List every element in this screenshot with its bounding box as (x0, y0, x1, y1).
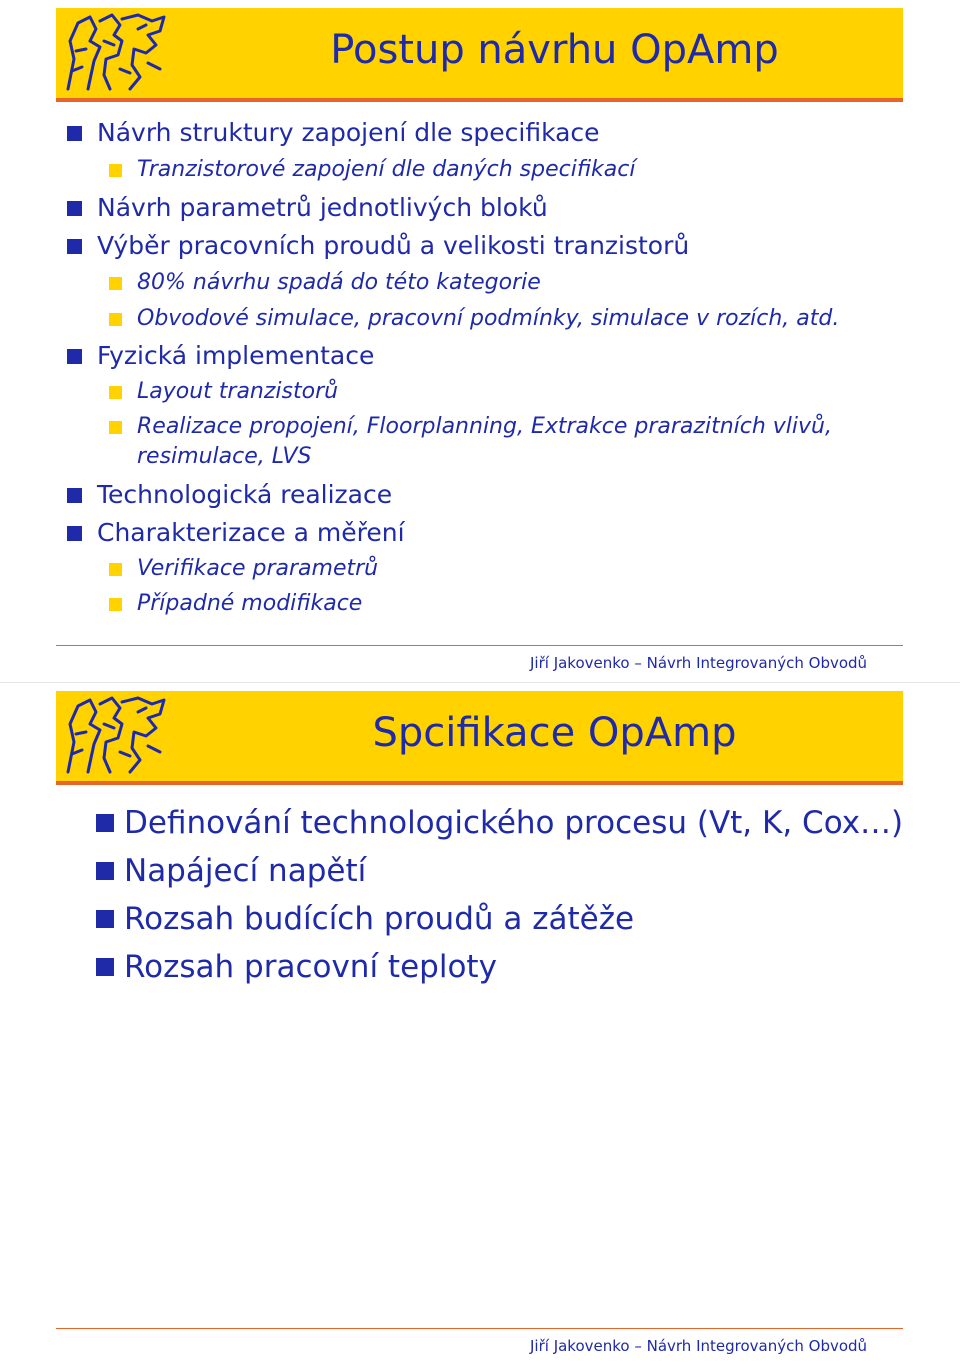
list-item: Rozsah pracovní teploty (124, 947, 497, 987)
bullet-square-icon (109, 164, 122, 177)
footer-divider (56, 1328, 903, 1329)
bullet-square-icon (67, 526, 82, 541)
footer-divider (56, 645, 903, 646)
list-item: Rozsah budících proudů a zátěže (124, 899, 634, 939)
list-item: Případné modifikace (137, 590, 362, 618)
list-item: Obvodové simulace, pracovní podmínky, simulace v rozích, atd. (137, 305, 839, 333)
bullet-square-icon (67, 126, 82, 141)
bullet-square-icon (109, 313, 122, 326)
bullet-square-icon (109, 563, 122, 576)
bullet-square-icon (96, 814, 114, 832)
list-item: Návrh struktury zapojení dle specifikace (97, 118, 600, 148)
list-item: 80% návrhu spadá do této kategorie (137, 269, 541, 297)
bullet-square-icon (67, 239, 82, 254)
bullet-square-icon (67, 488, 82, 503)
slide-header (56, 8, 903, 102)
list-item: Tranzistorové zapojení dle daných specifikací (137, 156, 635, 184)
slide-1 (0, 0, 960, 682)
bullet-square-icon (67, 349, 82, 364)
cvut-lion-logo-icon (60, 694, 170, 778)
list-item: Charakterizace a měření (97, 518, 405, 548)
bullet-square-icon (109, 421, 122, 434)
slide-2 (0, 683, 960, 1367)
list-item: Technologická realizace (97, 480, 392, 510)
bullet-square-icon (67, 201, 82, 216)
slide-title: Postup návrhu OpAmp (330, 27, 779, 73)
bullet-square-icon (109, 277, 122, 290)
list-item: Fyzická implementace (97, 341, 374, 371)
bullet-square-icon (96, 958, 114, 976)
cvut-lion-logo-icon (60, 11, 170, 95)
list-item: Definování technologického procesu (Vt, K, Cox…) (124, 803, 903, 843)
list-item: Verifikace prarametrů (137, 555, 378, 583)
slide-title: Spcifikace OpAmp (372, 710, 737, 756)
slide-footer: Jiří Jakovenko – Návrh Integrovaných Obvodů (530, 654, 868, 672)
list-item: Realizace propojení, Floorplanning, Extrakce prarazitních vlivů, (137, 413, 832, 441)
bullet-square-icon (109, 598, 122, 611)
bullet-square-icon (96, 910, 114, 928)
bullet-square-icon (96, 862, 114, 880)
list-item: Layout tranzistorů (137, 378, 338, 406)
bullet-square-icon (109, 386, 122, 399)
list-item-continuation: resimulace, LVS (137, 444, 312, 469)
list-item: Výběr pracovních proudů a velikosti tranzistorů (97, 231, 689, 261)
slide-header (56, 691, 903, 785)
list-item: Napájecí napětí (124, 851, 366, 891)
list-item: Návrh parametrů jednotlivých bloků (97, 193, 548, 223)
slide-footer: Jiří Jakovenko – Návrh Integrovaných Obvodů (530, 1337, 868, 1355)
